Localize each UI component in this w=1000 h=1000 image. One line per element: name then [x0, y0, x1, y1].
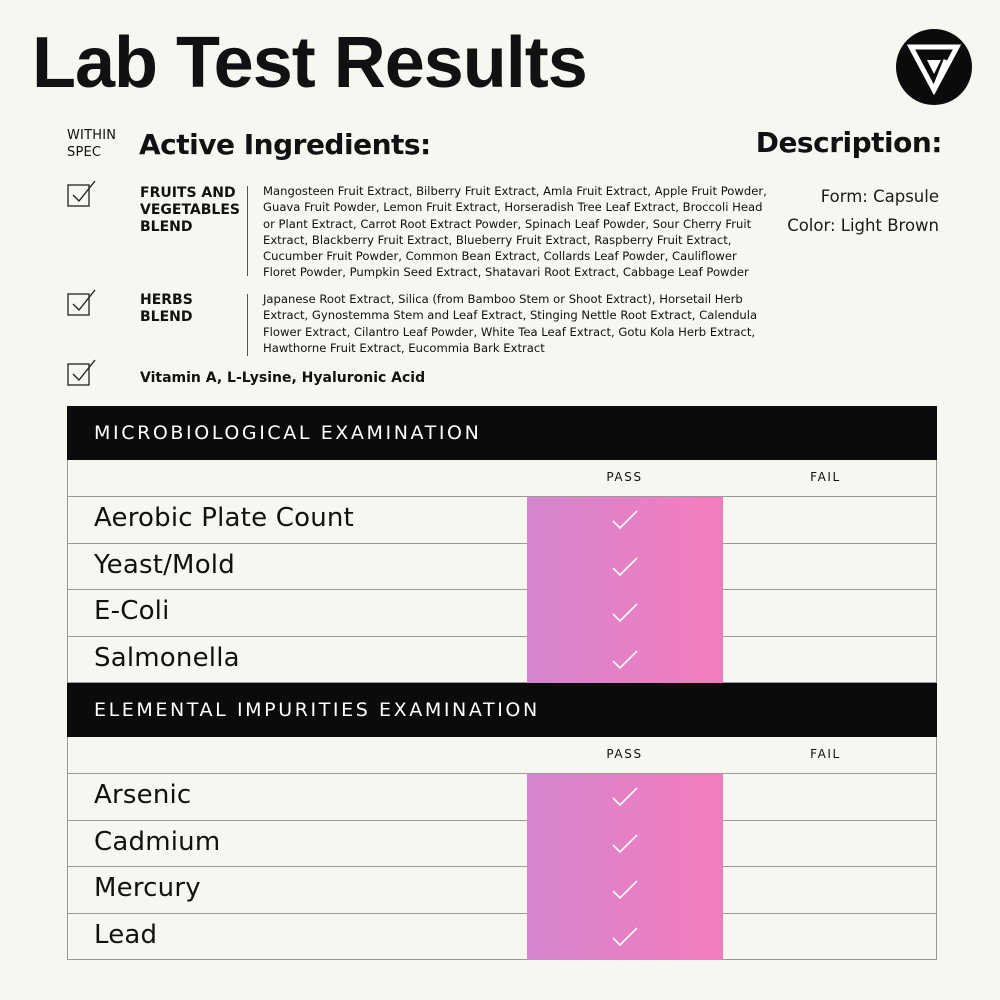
test-name: Cadmium — [94, 826, 221, 857]
elemental-table — [67, 683, 937, 960]
test-name: Arsenic — [94, 780, 192, 810]
pass-cell — [527, 867, 723, 914]
test-name: Lead — [94, 919, 158, 950]
pass-cell — [527, 637, 723, 684]
pass-column-header: PASS — [606, 747, 643, 761]
table-row — [68, 544, 936, 591]
active-ingredients-heading: Active Ingredients: — [139, 128, 431, 161]
description-heading: Description: — [755, 126, 942, 159]
table-row — [68, 867, 936, 914]
pass-cell — [527, 590, 723, 637]
table-column-headers — [68, 737, 936, 774]
table-row — [68, 637, 936, 683]
checkmark-icon — [611, 879, 639, 901]
blend-items-herbs: Japanese Root Extract, Silica (from Bamboo Stem or Shoot Extract), Horsetail Herb Extract, Gynostemma Stem and Leaf Extract, Stinging Nettle Root Extract, Calendula Flower Extract, Cilantro Leaf Powder, White Tea Leaf Extract, Gotu Kola Herb Extract, Hawthorne Fruit Extract, Eucommia Bark Extract — [263, 292, 758, 355]
description-form: Form: Capsule — [820, 187, 939, 206]
test-name: Aerobic Plate Count — [94, 503, 354, 533]
blend-name-herbs: HERBS BLEND — [140, 292, 193, 325]
microbiological-heading: MICROBIOLOGICAL EXAMINATION — [67, 406, 937, 460]
checkbox-checked-icon — [67, 178, 99, 208]
blend-items-fruits: Mangosteen Fruit Extract, Bilberry Fruit Extract, Amla Fruit Extract, Apple Fruit Powder, Guava Fruit Powder, Lemon Fruit Extract, Horseradish Tree Leaf Extract, Broccoli Head or Plant Extract, Carrot Root Extract Powder, Spinach Leaf Powder, Sour Cherry Fruit Extract, Blackberry Fruit Extract, Blueberry Fruit Extract, Raspberry Fruit Extract, Cucumber Fruit Powder, Common Bean Extract, Collards Leaf Powder, Cauliflower Floret Powder, Pumpkin Seed Extract, Shatavari Root Extract, Cabbage Leaf Powder — [263, 184, 767, 280]
table-row — [68, 821, 936, 868]
microbiological-table — [67, 406, 937, 683]
blend-divider — [247, 186, 248, 276]
pass-cell — [527, 774, 723, 821]
pass-cell — [527, 914, 723, 961]
table-row — [68, 774, 936, 821]
test-name: Yeast/Mold — [94, 549, 235, 580]
description-color: Color: Light Brown — [787, 216, 939, 235]
checkbox-checked-icon — [67, 287, 99, 317]
fail-column-header: FAIL — [810, 470, 841, 484]
blend-divider — [247, 294, 248, 356]
pass-column-header: PASS — [606, 470, 643, 484]
within-spec-label: WITHIN SPEC — [67, 128, 117, 160]
test-name: E-Coli — [94, 596, 170, 626]
checkmark-icon — [611, 833, 639, 855]
pass-cell — [527, 497, 723, 544]
table-column-headers — [68, 460, 936, 497]
test-name: Mercury — [94, 873, 201, 903]
checkmark-icon — [611, 649, 639, 671]
other-ingredients: Vitamin A, L-Lysine, Hyaluronic Acid — [140, 370, 426, 386]
test-name: Salmonella — [94, 642, 240, 673]
elemental-heading: ELEMENTAL IMPURITIES EXAMINATION — [67, 683, 937, 737]
checkmark-icon — [611, 509, 639, 531]
page-title: Lab Test Results — [32, 23, 587, 103]
checkmark-icon — [611, 926, 639, 948]
fail-column-header: FAIL — [810, 747, 841, 761]
blend-name-fruits: FRUITS AND VEGETABLES BLEND — [140, 185, 240, 235]
pass-cell — [527, 544, 723, 591]
checkmark-icon — [611, 602, 639, 624]
pass-cell — [527, 821, 723, 868]
v-triangle-logo-icon — [896, 29, 972, 105]
table-row — [68, 497, 936, 544]
checkmark-icon — [611, 556, 639, 578]
checkmark-icon — [611, 786, 639, 808]
table-row — [68, 914, 936, 960]
checkbox-checked-icon — [67, 357, 99, 387]
table-row — [68, 590, 936, 637]
